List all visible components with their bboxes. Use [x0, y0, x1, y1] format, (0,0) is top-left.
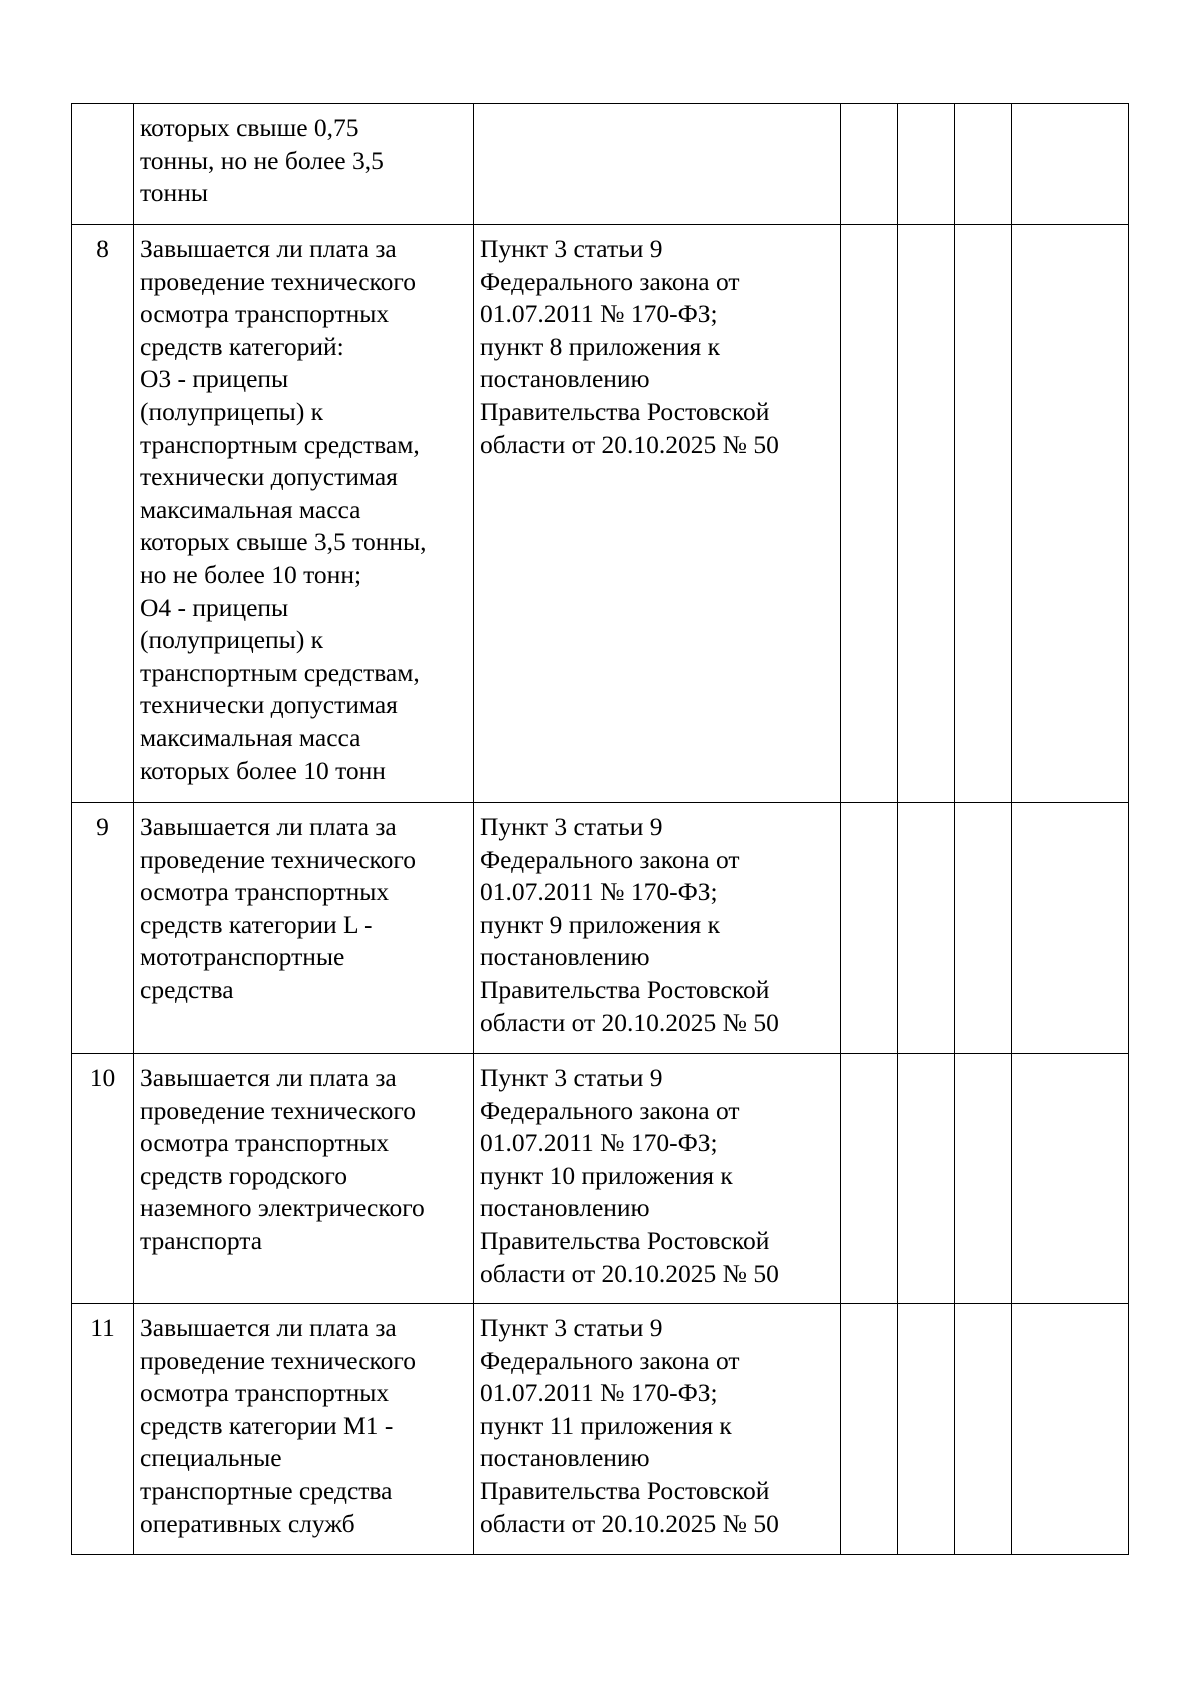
answer-not-applicable-cell [955, 803, 1012, 1054]
question-cell: Завышается ли плата за проведение технического осмотра транспортных средств категории М1 - специальные транспортные средства оперативных служб [134, 1304, 474, 1555]
answer-no-cell [898, 104, 955, 225]
legal-reference-cell: Пункт 3 статьи 9 Федерального закона от 01.07.2011 № 170-ФЗ; пункт 9 приложения к постановлению Правительства Ростовской области от 20.10.2025 № 50 [474, 803, 841, 1054]
row-number-cell: 10 [72, 1054, 134, 1304]
answer-not-applicable-cell [955, 1054, 1012, 1304]
table-row [72, 1304, 1129, 1555]
note-cell [1012, 803, 1129, 1054]
row-number-cell: 11 [72, 1304, 134, 1555]
answer-no-cell [898, 803, 955, 1054]
note-cell [1012, 225, 1129, 803]
table-row [72, 104, 1129, 225]
question-cell: которых свыше 0,75 тонны, но не более 3,5 тонны [134, 104, 474, 225]
legal-reference-cell [474, 104, 841, 225]
answer-no-cell [898, 225, 955, 803]
checklist-table [71, 103, 1129, 1555]
legal-reference-cell: Пункт 3 статьи 9 Федерального закона от 01.07.2011 № 170-ФЗ; пункт 8 приложения к постановлению Правительства Ростовской области от 20.10.2025 № 50 [474, 225, 841, 803]
answer-yes-cell [841, 1054, 898, 1304]
answer-not-applicable-cell [955, 1304, 1012, 1555]
question-cell: Завышается ли плата за проведение технического осмотра транспортных средств категории L - мототранспортные средства [134, 803, 474, 1054]
row-number-cell: 9 [72, 803, 134, 1054]
answer-not-applicable-cell [955, 104, 1012, 225]
answer-not-applicable-cell [955, 225, 1012, 803]
table-row [72, 225, 1129, 803]
note-cell [1012, 1054, 1129, 1304]
answer-yes-cell [841, 225, 898, 803]
note-cell [1012, 104, 1129, 225]
table-row [72, 803, 1129, 1054]
answer-yes-cell [841, 1304, 898, 1555]
row-number-cell [72, 104, 134, 225]
answer-no-cell [898, 1054, 955, 1304]
answer-yes-cell [841, 104, 898, 225]
row-number-cell: 8 [72, 225, 134, 803]
answer-yes-cell [841, 803, 898, 1054]
table-row [72, 1054, 1129, 1304]
legal-reference-cell: Пункт 3 статьи 9 Федерального закона от 01.07.2011 № 170-ФЗ; пункт 11 приложения к постановлению Правительства Ростовской области от 20.10.2025 № 50 [474, 1304, 841, 1555]
question-cell: Завышается ли плата за проведение технического осмотра транспортных средств городского наземного электрического транспорта [134, 1054, 474, 1304]
legal-reference-cell: Пункт 3 статьи 9 Федерального закона от 01.07.2011 № 170-ФЗ; пункт 10 приложения к постановлению Правительства Ростовской области от 20.10.2025 № 50 [474, 1054, 841, 1304]
question-cell: Завышается ли плата за проведение технического осмотра транспортных средств категорий: О3 - прицепы (полуприцепы) к транспортным средствам, технически допустимая максимальная масса которых свыше 3,5 тонны, но не более 10 тонн; О4 - прицепы (полуприцепы) к транспортным средствам, технически допустимая максимальная масса которых более 10 тонн [134, 225, 474, 803]
note-cell [1012, 1304, 1129, 1555]
answer-no-cell [898, 1304, 955, 1555]
